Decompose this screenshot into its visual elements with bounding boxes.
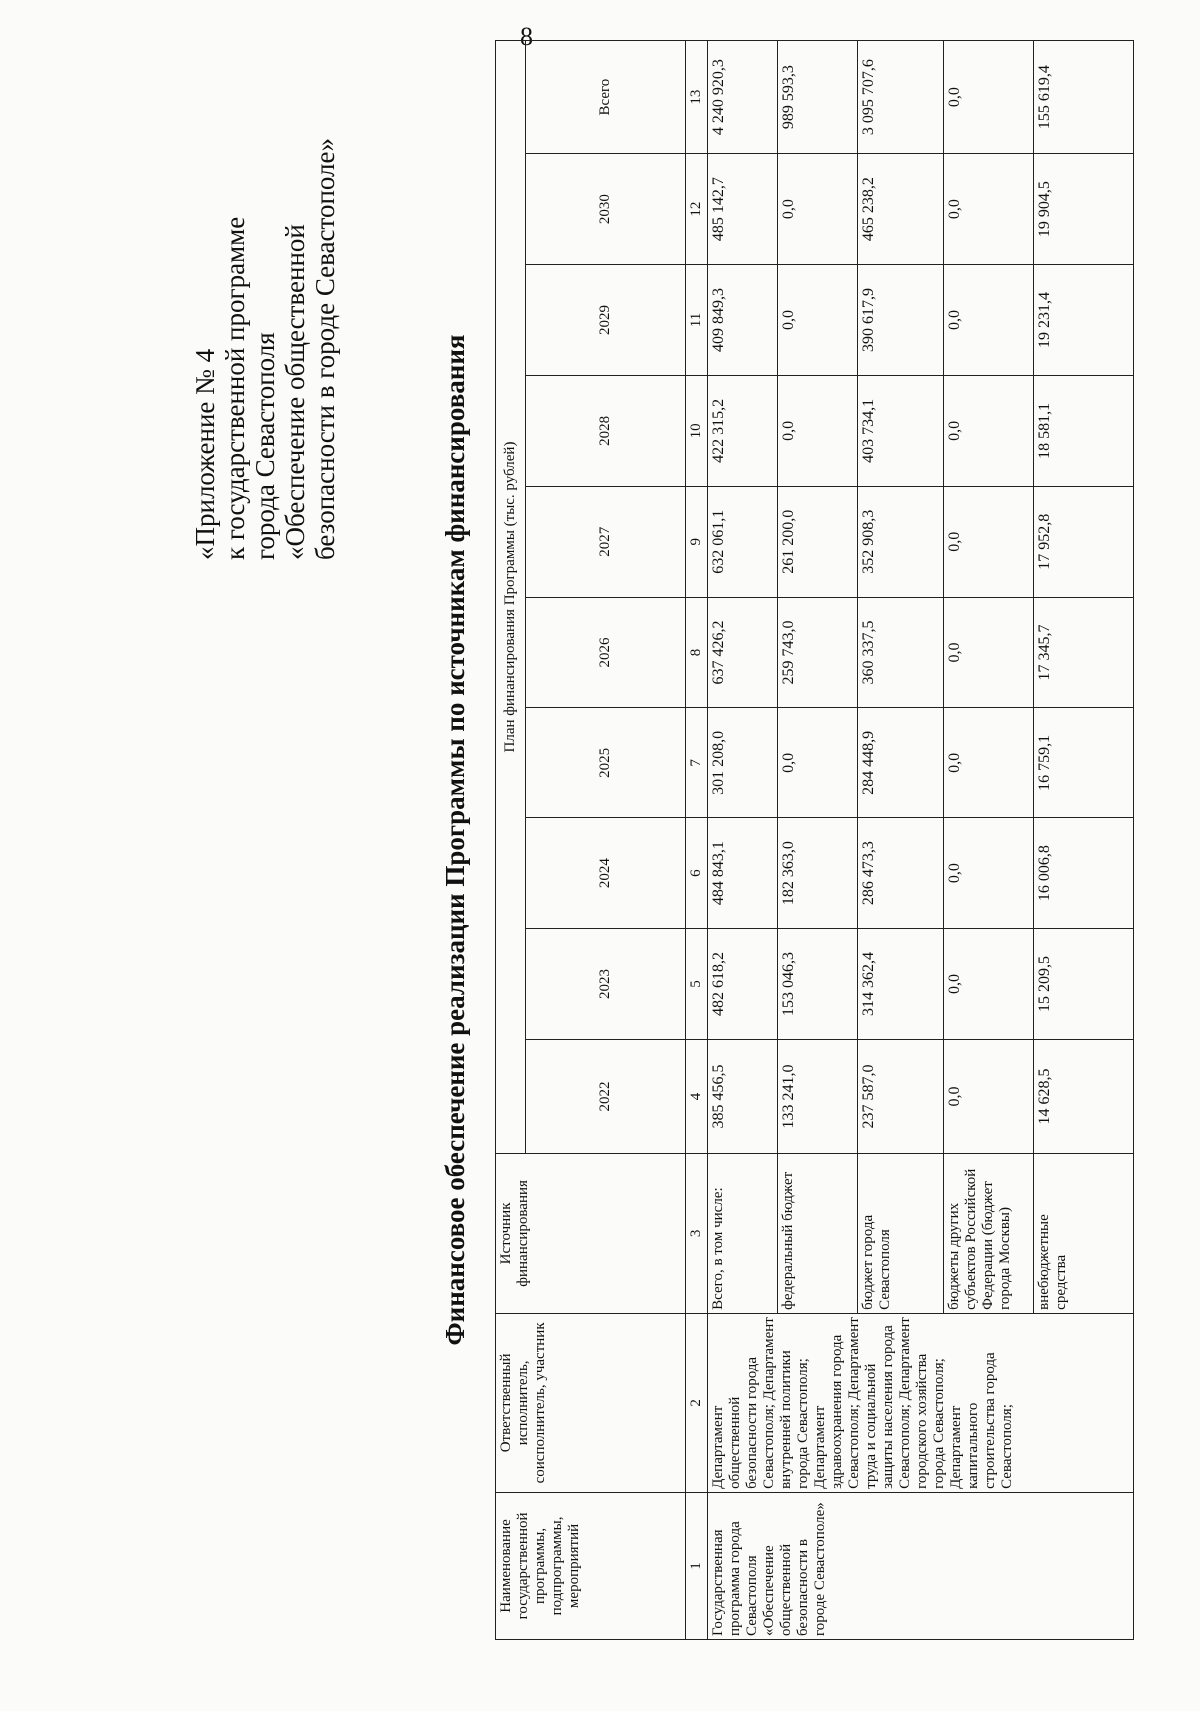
header-year: 2024 [526,818,686,929]
value-cell: 16 006,8 [1034,818,1134,929]
value-cell: 989 593,3 [778,41,858,154]
value-cell: 0,0 [778,375,858,486]
appendix-line: безопасности в городе Севастополе» [310,138,340,560]
table-row [708,41,778,1640]
value-cell: 16 759,1 [1034,708,1134,818]
value-cell: 259 743,0 [778,597,858,708]
value-cell: 403 734,1 [858,375,944,486]
value-cell: 485 142,7 [708,154,778,265]
column-number: 5 [686,929,708,1040]
value-cell: 409 849,3 [708,265,778,376]
column-number: 11 [686,265,708,376]
landscape-sheet [100,30,1200,1650]
value-cell: 0,0 [944,929,1034,1040]
value-cell: 0,0 [944,154,1034,265]
value-cell: 286 473,3 [858,818,944,929]
source-cell: бюджет города Севастополя [858,1153,944,1313]
document-title: Финансовое обеспечение реализации Программы по источникам финансирования [440,334,470,1346]
column-number: 12 [686,154,708,265]
appendix-line: «Обеспечение общественной [280,224,310,560]
value-cell: 352 908,3 [858,486,944,597]
value-cell: 0,0 [944,486,1034,597]
value-cell: 133 241,0 [778,1039,858,1153]
page-number: 8 [520,22,533,51]
value-cell: 19 904,5 [1034,154,1134,265]
value-cell: 0,0 [944,818,1034,929]
header-year: 2027 [526,486,686,597]
value-cell: 0,0 [944,597,1034,708]
financing-table [495,40,1134,1640]
value-cell: 637 426,2 [708,597,778,708]
value-cell: 17 952,8 [1034,486,1134,597]
value-cell: 0,0 [944,375,1034,486]
value-cell: 4 240 920,3 [708,41,778,154]
value-cell: 237 587,0 [858,1039,944,1153]
column-number: 4 [686,1039,708,1153]
value-cell: 482 618,2 [708,929,778,1040]
header-year: 2026 [526,597,686,708]
value-cell: 284 448,9 [858,708,944,818]
value-cell: 484 843,1 [708,818,778,929]
value-cell: 385 456,5 [708,1039,778,1153]
value-cell: 0,0 [944,1039,1034,1153]
value-cell: 155 619,4 [1034,41,1134,154]
source-cell: федеральный бюджет [778,1153,858,1313]
value-cell: 422 315,2 [708,375,778,486]
value-cell: 0,0 [778,708,858,818]
value-cell: 465 238,2 [858,154,944,265]
column-number: 1 [686,1492,708,1639]
appendix-line: к государственной программе [220,216,250,560]
value-cell: 632 061,1 [708,486,778,597]
value-cell: 0,0 [778,154,858,265]
header-plan: План финансирования Программы (тыс. рублей) [496,41,526,1154]
header-program-name: Наименование государственной программы, подпрограммы, мероприятий [496,1492,686,1639]
column-numbers-row [686,41,708,1640]
header-total: Всего [526,41,686,154]
value-cell: 15 209,5 [1034,929,1134,1040]
appendix-line: «Приложение № 4 [190,348,220,560]
value-cell: 301 208,0 [708,708,778,818]
value-cell: 17 345,7 [1034,597,1134,708]
column-number: 6 [686,818,708,929]
column-number: 3 [686,1153,708,1313]
program-name-cell: Государственная программа города Севастополя «Обеспечение общественной безопасности в городе Севастополе» [708,1492,1134,1639]
value-cell: 182 363,0 [778,818,858,929]
value-cell: 14 628,5 [1034,1039,1134,1153]
header-year: 2023 [526,929,686,1040]
source-cell: внебюджетные средства [1034,1153,1134,1313]
value-cell: 19 231,4 [1034,265,1134,376]
header-year: 2022 [526,1039,686,1153]
value-cell: 0,0 [944,41,1034,154]
column-number: 10 [686,375,708,486]
value-cell: 3 095 707,6 [858,41,944,154]
column-number: 9 [686,486,708,597]
value-cell: 261 200,0 [778,486,858,597]
header-executor: Ответственный исполнитель, соисполнитель, участник [496,1313,686,1492]
value-cell: 0,0 [944,708,1034,818]
value-cell: 153 046,3 [778,929,858,1040]
value-cell: 0,0 [778,265,858,376]
header-year: 2025 [526,708,686,818]
value-cell: 0,0 [944,265,1034,376]
source-cell: бюджеты других субъектов Российской Федерации (бюджет города Москвы) [944,1153,1034,1313]
header-year: 2028 [526,375,686,486]
value-cell: 390 617,9 [858,265,944,376]
value-cell: 18 581,1 [1034,375,1134,486]
column-number: 7 [686,708,708,818]
column-number: 2 [686,1313,708,1492]
header-year: 2029 [526,265,686,376]
executors-cell: Департамент общественной безопасности города Севастополя; Департамент внутренней политики города Севастополя; Департамент здравоохранения города Севастополя; Департамент труда и социальной защиты населения города Севастополя; Департамент городского хозяйства города Севастополя; Департамент капитального строительства города Севастополя; [708,1313,1134,1492]
appendix-line: города Севастополя [250,332,280,560]
column-number: 13 [686,41,708,154]
value-cell: 360 337,5 [858,597,944,708]
header-year: 2030 [526,154,686,265]
header-source: Источник финансирования [496,1153,686,1313]
source-cell: Всего, в том числе: [708,1153,778,1313]
value-cell: 314 362,4 [858,929,944,1040]
appendix-header [190,40,340,560]
column-number: 8 [686,597,708,708]
